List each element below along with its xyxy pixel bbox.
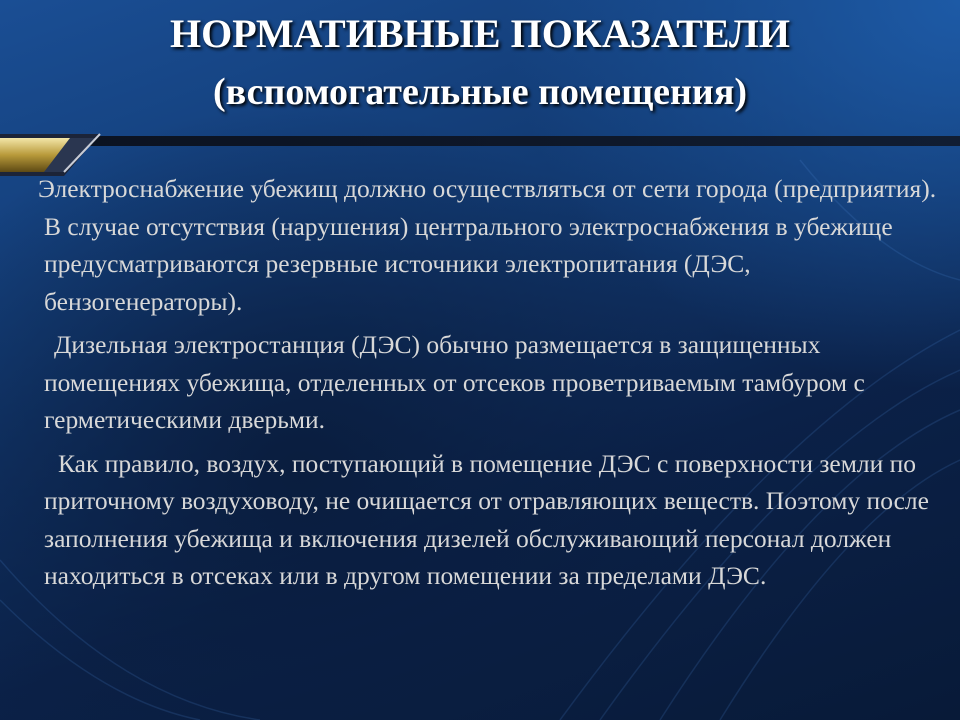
title-subtitle: (вспомогательные помещения) xyxy=(212,71,748,113)
paragraph-air-intake: Как правило, воздух, поступающий в помещение ДЭС с поверхности земли по приточному воздуховоду, не очищается от отравляющих веществ. Поэтому после заполнения убежища и включения дизелей обслуживающий персонал должен находиться в отсеках или в другом помещении за пределами ДЭС. xyxy=(44,448,929,590)
paragraph-power-supply: Электроснабжение убежищ должно осуществляться от сети города (предприятия). В случае отсутствия (нарушения) центрального электроснабжения в убежище предусматриваются резервные источники электропитания (ДЭС, бензогенераторы). xyxy=(38,174,937,316)
body-text xyxy=(38,170,954,601)
title-main: НОРМАТИВНЫЕ ПОКАЗАТЕЛИ xyxy=(170,11,790,56)
paragraph-diesel-station: Дизельная электростанция (ДЭС) обычно размещается в защищенных помещениях убежища, отделенных от отсеков проветриваемым тамбуром с герметическими дверьми. xyxy=(44,330,865,434)
slide-title xyxy=(0,6,960,122)
